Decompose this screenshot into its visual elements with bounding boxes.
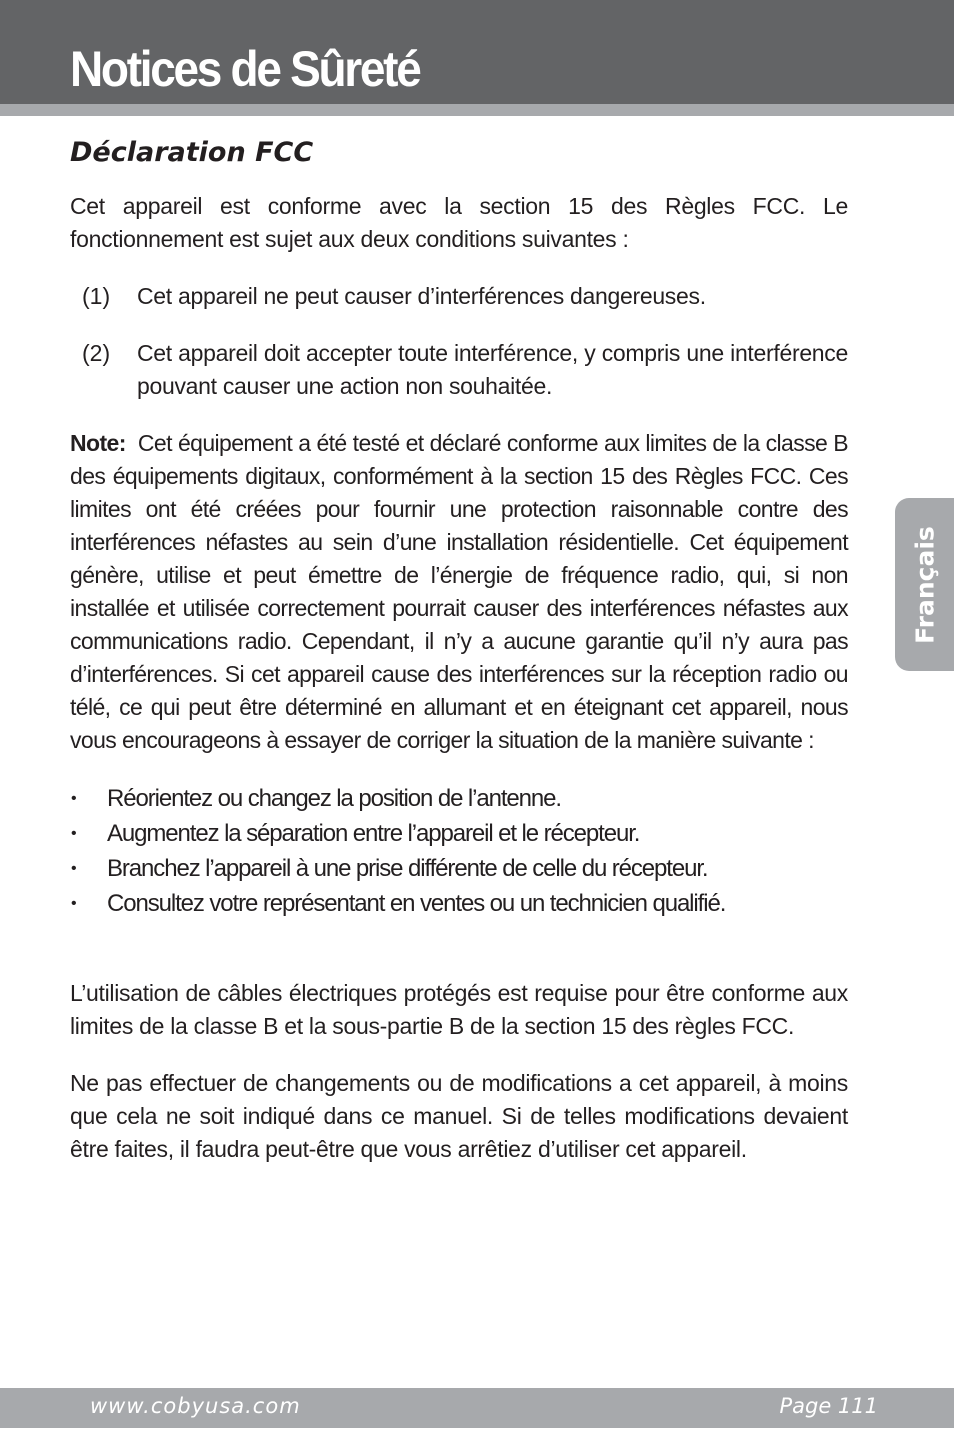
page-content bbox=[70, 190, 848, 1166]
bullet-icon: • bbox=[71, 895, 76, 912]
header-divider bbox=[0, 104, 954, 116]
note-paragraph bbox=[70, 427, 848, 757]
page-title: Notices de Sûreté bbox=[70, 41, 420, 97]
note-text: Cet équipement a été testé et déclaré conforme aux limites de la classe B des équipements digitaux, conformément à la section 15 des Règles FCC. Ces limites ont été créées pour fournir une protection raisonnable contre des interférences néfastes au sein d’une installation résidentielle. Cet équipement génère, utilise et peut émettre de l’énergie de fréquence radio, qui, si non installée et utilisée correctement pourrait causer des interférences néfastes aux communications radio. Cependant, il n’y a aucune garantie qu’il n’y aura pas d’interférences. Si cet appareil cause des interférences sur la réception radio ou télé, ce qui peut être déterminé en allumant et en éteignant cet appareil, nous vous encourageons à essayer de corriger la situation de la manière suivante : bbox=[70, 430, 849, 753]
bullet-icon: • bbox=[71, 790, 76, 807]
list-item-text: Réorientez ou changez la position de l’antenne. bbox=[107, 785, 561, 812]
note-label: Note: bbox=[70, 430, 126, 456]
language-tab-label: Français bbox=[910, 525, 939, 644]
list-item bbox=[70, 886, 848, 921]
footer-url[interactable]: www.cobyusa.com bbox=[90, 1394, 301, 1418]
list-item-text: Augmentez la séparation entre l’appareil et le récepteur. bbox=[107, 820, 640, 847]
bullet-icon: • bbox=[71, 860, 76, 877]
conditions-list bbox=[70, 280, 848, 403]
condition-text: Cet appareil doit accepter toute interférence, y compris une interférence pouvant causer une action non souhaitée. bbox=[137, 340, 848, 399]
condition-item bbox=[70, 280, 848, 313]
cables-paragraph: L’utilisation de câbles électriques protégés est requise pour être conforme aux limites de la classe B et la sous-partie B de la section 15 des règles FCC. bbox=[70, 980, 848, 1039]
condition-item bbox=[70, 337, 848, 403]
intro-paragraph: Cet appareil est conforme avec la section 15 des Règles FCC. Le fonctionnement est sujet aux deux conditions suivantes : bbox=[70, 193, 848, 252]
list-item bbox=[70, 851, 848, 886]
remedy-list bbox=[70, 781, 848, 921]
list-item bbox=[70, 816, 848, 851]
condition-number: (2) bbox=[82, 340, 111, 366]
language-tab[interactable] bbox=[895, 498, 954, 671]
section-heading: Déclaration FCC bbox=[70, 137, 314, 168]
modifications-paragraph: Ne pas effectuer de changements ou de modifications a cet appareil, à moins que cela ne soit indiqué dans ce manuel. Si de telles modifications devaient être faites, il faudra peut-être que vous arrêtiez d’utiliser cet appareil. bbox=[70, 1070, 848, 1162]
bullet-icon: • bbox=[71, 825, 76, 842]
list-item-text: Branchez l’appareil à une prise différente de celle du récepteur. bbox=[107, 855, 708, 882]
condition-text: Cet appareil ne peut causer d’interférences dangereuses. bbox=[137, 283, 706, 309]
list-item-text: Consultez votre représentant en ventes ou un technicien qualifié. bbox=[107, 890, 726, 917]
condition-number: (1) bbox=[82, 283, 111, 309]
list-item bbox=[70, 781, 848, 816]
page-number: Page 111 bbox=[779, 1394, 878, 1418]
